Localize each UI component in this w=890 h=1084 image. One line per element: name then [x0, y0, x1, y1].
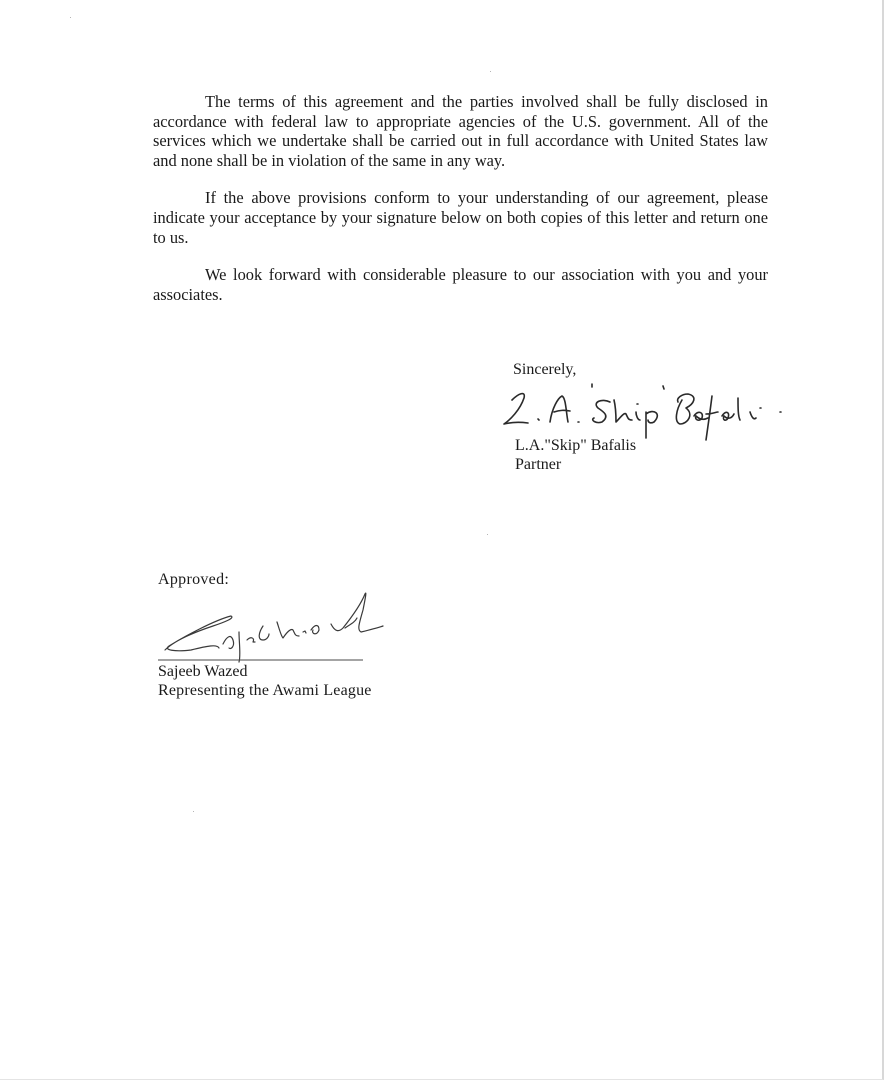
- paragraph-closing-remark: We look forward with considerable pleasure to our association with you and your associates.: [153, 265, 768, 304]
- signer-name: L.A."Skip" Bafalis: [515, 437, 637, 454]
- closing-salutation: Sincerely,: [513, 361, 577, 378]
- signature-wazed: [155, 588, 395, 664]
- scan-speck: [487, 534, 488, 535]
- letter-body: [153, 92, 768, 322]
- scan-speck: [70, 17, 71, 18]
- approved-label: Approved:: [158, 571, 230, 588]
- paragraph-disclosure: The terms of this agreement and the parties involved shall be fully disclosed in accordance with federal law to appropriate agencies of the U.S. government. All of the services which we undertake shall be carried out in full accordance with United States law and none shall be in violation of the same in any way.: [153, 92, 768, 170]
- scan-speck: [490, 71, 491, 72]
- scan-speck: [193, 811, 194, 812]
- signer-title: Partner: [515, 456, 562, 473]
- approver-role: Representing the Awami League: [158, 682, 372, 699]
- paragraph-acceptance: If the above provisions conform to your understanding of our agreement, please indicate your acceptance by your signature below on both copies of this letter and return one to us.: [153, 188, 768, 247]
- approver-name: Sajeeb Wazed: [158, 663, 248, 680]
